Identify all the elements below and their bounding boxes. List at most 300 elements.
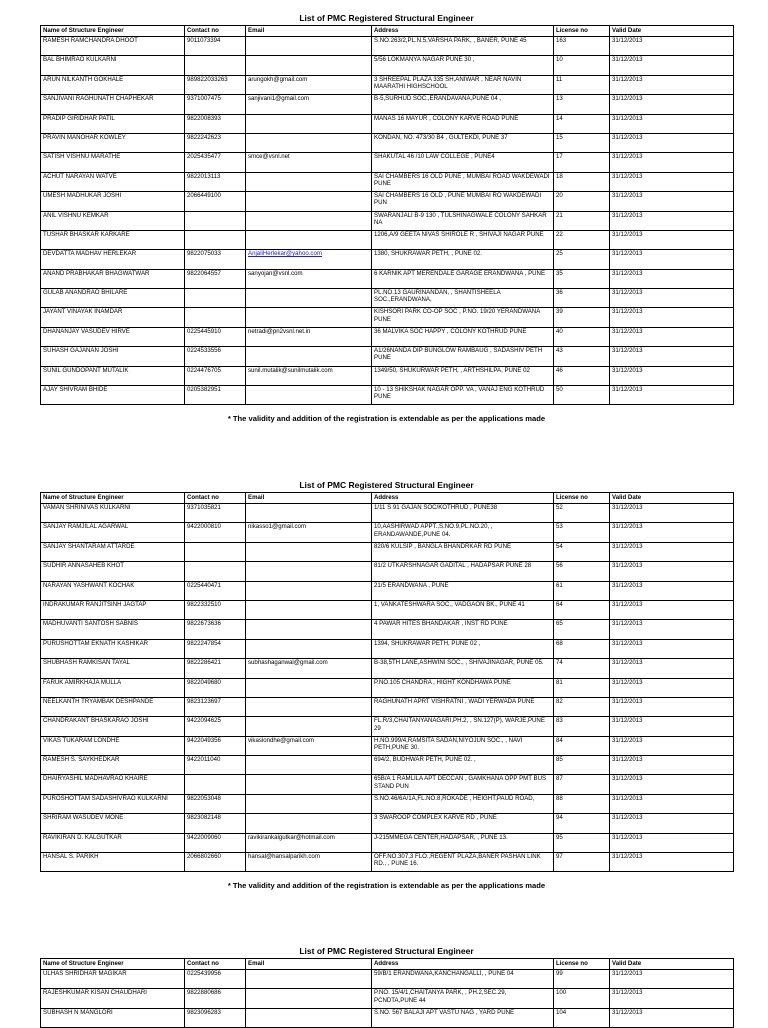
contact-number: 9822008393	[185, 114, 246, 133]
valid-date: 31/12/2013	[610, 114, 734, 133]
license-number: 14	[554, 114, 610, 133]
address: 10 - 13 SHIKSHAK NAGAR OPP. VA , VANAJ ENG KOTHRUD PUNE	[372, 386, 554, 405]
table-row	[41, 1008, 734, 1027]
address: 6 KARNIK APT MERENDALE GARAGE ERANDWANA , PUNE	[372, 269, 554, 288]
valid-date: 31/12/2013	[610, 1008, 734, 1027]
license-number: 82	[554, 697, 610, 716]
contact-number: 9822673636	[185, 620, 246, 639]
address: S.NO.263/2,PL.N.5,VARSHA PARK, , BANER, PUNE 45	[372, 37, 554, 56]
contact-number: 9822332510	[185, 600, 246, 619]
address: S.NO.46/6A/1A,FL.NO.8,ROKADE , HEIGHT,PAUD ROAD,	[372, 794, 554, 813]
section-1	[40, 12, 733, 425]
email-address	[246, 562, 372, 581]
license-number: 39	[554, 308, 610, 327]
column-header-name: Name of Structure Engineer	[41, 959, 185, 970]
license-number: 25	[554, 250, 610, 269]
license-number: 18	[554, 172, 610, 191]
address: FL.R/3,CHAITANYANAGARI,PH.2, , SN.127(P), WARJE,PUNE 29	[372, 717, 554, 736]
page-title: List of PMC Registered Structural Engineer	[299, 480, 474, 490]
address: 1206,A/9 GEETA NIVAS SHIROLE R , SHIVAJI NAGAR PUNE	[372, 230, 554, 249]
table-header	[41, 26, 734, 37]
table-row	[41, 211, 734, 230]
valid-date: 31/12/2013	[610, 95, 734, 114]
address: KISHSORI PARK CO-OP SOC , P.NO. 19/20 YERANDWANA PUNE	[372, 308, 554, 327]
contact-number: 0225440471	[185, 581, 246, 600]
contact-number: 9823082148	[185, 814, 246, 833]
engineer-name: GULAB ANANDRAO BHILARE	[41, 289, 185, 308]
table-row	[41, 289, 734, 308]
contact-number	[185, 542, 246, 561]
page-title: List of PMC Registered Structural Engineer	[299, 13, 474, 23]
column-header-address: Address	[372, 493, 554, 504]
valid-date: 31/12/2013	[610, 327, 734, 346]
license-number: 53	[554, 523, 610, 542]
valid-date: 31/12/2013	[610, 56, 734, 75]
license-number: 46	[554, 366, 610, 385]
engineer-name: VAMAN SHRINIVAS KULKARNI	[41, 504, 185, 523]
address: J-215MMEGA CENTER,HADAPSAR, , PUNE 13.	[372, 833, 554, 852]
email-address	[246, 211, 372, 230]
address: KONDAN, NO. 473/30 B4 , GULTEKDI, PUNE 37	[372, 133, 554, 152]
address: 4 PAWAR HITES BHANDAKAR , INST RD PUNE	[372, 620, 554, 639]
address: 59/B/1 ERANDWANA,KANCHANGALLI, , PUNE 04	[372, 970, 554, 989]
engineer-name: ACHUT NARAYAN WATVE	[41, 172, 185, 191]
valid-date: 31/12/2013	[610, 153, 734, 172]
license-number: 22	[554, 230, 610, 249]
email-address	[246, 1008, 372, 1027]
column-header-contact: Contact no	[185, 959, 246, 970]
valid-date: 31/12/2013	[610, 756, 734, 775]
engineer-name: PUROSHOTTAM SADASHIVRAO KULKARNI	[41, 794, 185, 813]
engineer-name: BAL BHIMRAO KULKARNI	[41, 56, 185, 75]
valid-date: 31/12/2013	[610, 37, 734, 56]
engineer-name: FARUK AMIRKHAJA MULLA	[41, 678, 185, 697]
address: 5/56 LOKMANYA NAGAR PUNE 30 ,	[372, 56, 554, 75]
table-row	[41, 504, 734, 523]
license-number: 74	[554, 659, 610, 678]
valid-date: 31/12/2013	[610, 347, 734, 366]
license-number: 11	[554, 75, 610, 94]
table-row	[41, 75, 734, 94]
engineer-name: RAMESH RAMCHANDRA DHOOT	[41, 37, 185, 56]
engineer-name: INDRAKUMAR RANJITSINH JAGTAP	[41, 600, 185, 619]
engineer-name: DHAIRYASHIL MADHAVRAO KHAIRE	[41, 775, 185, 794]
email-address: sanjivani1@gmail.com	[246, 95, 372, 114]
contact-number: 9822286421	[185, 659, 246, 678]
address: 1380, SHUKRAWAR PETH, , PUNE 02.	[372, 250, 554, 269]
engineer-name: NARAYAN YASHWANT KOCHAK	[41, 581, 185, 600]
table-row	[41, 970, 734, 989]
contact-number: 989822033263	[185, 75, 246, 94]
valid-date: 31/12/2013	[610, 678, 734, 697]
valid-date: 31/12/2013	[610, 794, 734, 813]
valid-date: 31/12/2013	[610, 600, 734, 619]
table-row	[41, 697, 734, 716]
email-address	[246, 192, 372, 211]
email-address	[246, 347, 372, 366]
contact-number	[185, 308, 246, 327]
column-header-email: Email	[246, 959, 372, 970]
email-address: netradi@pn2vsnl.net.in	[246, 327, 372, 346]
engineer-name: JAYANT VINAYAK INAMDAR	[41, 308, 185, 327]
email-address	[246, 970, 372, 989]
table-row	[41, 95, 734, 114]
contact-number: 9371007475	[185, 95, 246, 114]
email-address	[246, 133, 372, 152]
column-header-name: Name of Structure Engineer	[41, 493, 185, 504]
table-header	[41, 493, 734, 504]
email-address	[246, 37, 372, 56]
contact-number	[185, 289, 246, 308]
table-row	[41, 853, 734, 872]
table-row	[41, 153, 734, 172]
license-number: 15	[554, 133, 610, 152]
address: P.NO. 15/4/1,CHAITANYA PARK, , PH.2,SEC.29, PCNDTA,PUNE 44	[372, 989, 554, 1008]
valid-date: 31/12/2013	[610, 989, 734, 1008]
address: 10,AASHIRWAD APPT.,S.NO.9,PL.NO.20, , ERANDAWANDE,PUNE 04.	[372, 523, 554, 542]
contact-number	[185, 562, 246, 581]
column-header-email: Email	[246, 26, 372, 37]
email-address	[246, 172, 372, 191]
email-address	[246, 697, 372, 716]
address: 694/2, BUDHWAR PETH, PUNE 02. ,	[372, 756, 554, 775]
validity-note: * The validity and addition of the registration is extendable as per the applications made	[227, 881, 546, 891]
address: H.NO.999/4,RAMSITA SADAN,NIYOJUN SOC., , NAVI PETH,PUNE 30.	[372, 736, 554, 755]
address: 820/6 KULSIP , BANGLA BHANDRKAR RD PUNE	[372, 542, 554, 561]
email-address	[246, 756, 372, 775]
valid-date: 31/12/2013	[610, 75, 734, 94]
contact-number: 9822247854	[185, 639, 246, 658]
license-number: 99	[554, 970, 610, 989]
table-row	[41, 366, 734, 385]
table-row	[41, 269, 734, 288]
engineer-name: TUSHAR BHASKAR KARKARE	[41, 230, 185, 249]
license-number: 81	[554, 678, 610, 697]
email-address	[246, 581, 372, 600]
email-address	[246, 717, 372, 736]
email-address: vikaslondhe@gmail.com	[246, 736, 372, 755]
address: 3 SWAROOP COMPLEX KARVE RD , PUNE	[372, 814, 554, 833]
address: OFF.NO.307,3 FLO.,REGENT PLAZA,BANER PASHAN LINK RD., , PUNE 16.	[372, 853, 554, 872]
engineer-name: ARUN NILKANTH GOKHALE	[41, 75, 185, 94]
email-address	[246, 639, 372, 658]
engineer-name: SUDHIR ANNASAHEB KHOT	[41, 562, 185, 581]
engineer-table	[40, 25, 734, 405]
table-row	[41, 37, 734, 56]
license-number: 97	[554, 853, 610, 872]
table-row	[41, 600, 734, 619]
contact-number: 9822880686	[185, 989, 246, 1008]
address: SAI CHAMBERS 16 OLD PUNE , MUMBAI ROAD WAKDEWADI PUNE	[372, 172, 554, 191]
contact-number: 9422094625	[185, 717, 246, 736]
engineer-name: PRAVIN MANOHAR KOWLEY	[41, 133, 185, 152]
contact-number: 9822013113	[185, 172, 246, 191]
license-number: 13	[554, 95, 610, 114]
valid-date: 31/12/2013	[610, 230, 734, 249]
valid-date: 31/12/2013	[610, 814, 734, 833]
license-number: 56	[554, 562, 610, 581]
email-address	[246, 989, 372, 1008]
license-number: 88	[554, 794, 610, 813]
engineer-name: SHRIRAM WASUDEV MONE	[41, 814, 185, 833]
page-title: List of PMC Registered Structural Engineer	[299, 946, 474, 956]
email-address	[246, 678, 372, 697]
valid-date: 31/12/2013	[610, 717, 734, 736]
contact-number: 9822053048	[185, 794, 246, 813]
contact-number: 0205382951	[185, 386, 246, 405]
valid-date: 31/12/2013	[610, 192, 734, 211]
email-address	[246, 775, 372, 794]
address: 21/5 ERANDWANA , PUNE	[372, 581, 554, 600]
license-number: 83	[554, 717, 610, 736]
table-row	[41, 56, 734, 75]
table-row	[41, 250, 734, 269]
valid-date: 31/12/2013	[610, 172, 734, 191]
contact-number: 9371035821	[185, 504, 246, 523]
contact-number: 0225439956	[185, 970, 246, 989]
valid-date: 31/12/2013	[610, 970, 734, 989]
table-row	[41, 736, 734, 755]
table-row	[41, 230, 734, 249]
contact-number: 0224476705	[185, 366, 246, 385]
valid-date: 31/12/2013	[610, 366, 734, 385]
section-3	[40, 945, 733, 1028]
contact-number: 9422009060	[185, 833, 246, 852]
address: S.NO. 567 BALAJI APT VASTU NAG , YARD PUNE	[372, 1008, 554, 1027]
license-number: 94	[554, 814, 610, 833]
engineer-name: SUBHASH N MANGLORI	[41, 1008, 185, 1027]
license-number: 54	[554, 542, 610, 561]
email-address	[246, 620, 372, 639]
license-number: 163	[554, 37, 610, 56]
valid-date: 31/12/2013	[610, 133, 734, 152]
column-header-valid-date: Valid Date	[610, 493, 734, 504]
license-number: 17	[554, 153, 610, 172]
engineer-name: ANAND PRABHAKAR BHAGWATWAR	[41, 269, 185, 288]
address: 81/2 UTKARSHNAGAR GADITAL , HADAPSAR PUNE 28	[372, 562, 554, 581]
contact-number: 9823096283	[185, 1008, 246, 1027]
license-number: 100	[554, 989, 610, 1008]
table-row	[41, 620, 734, 639]
address: B-5,SURHUD SOC.,ERANDAVANA,PUNE 04 ,	[372, 95, 554, 114]
contact-number: 9011073394	[185, 37, 246, 56]
email-address: smce@vsnl.net	[246, 153, 372, 172]
address: 1, VANKATESHWARA SOC., VADGAON BK., PUNE 41	[372, 600, 554, 619]
column-header-license: License no	[554, 959, 610, 970]
engineer-name: AJAY SHIVRAM BHIDE	[41, 386, 185, 405]
contact-number: 9422000810	[185, 523, 246, 542]
address: 1/11 S 91 GAJAN SOC/KOTHRUD , PUNE38	[372, 504, 554, 523]
license-number: 10	[554, 56, 610, 75]
engineer-name: RAVIKIRAN D. KALGUTKAR	[41, 833, 185, 852]
contact-number: 9823123697	[185, 697, 246, 716]
address: MANAS 16 MAYUR , COLONY KARVE ROAD PUNE	[372, 114, 554, 133]
address: SHAKUTAL 46 /10 LAW COLLEGE , PUNE4	[372, 153, 554, 172]
valid-date: 31/12/2013	[610, 853, 734, 872]
engineer-name: RAMESH S. SAYKHEDKAR	[41, 756, 185, 775]
engineer-name: PURUSHOTTAM EKNATH KASHIKAR	[41, 639, 185, 658]
engineer-name: DHANANJAY VASUDEV HIRVE	[41, 327, 185, 346]
table-row	[41, 678, 734, 697]
column-header-valid-date: Valid Date	[610, 26, 734, 37]
column-header-email: Email	[246, 493, 372, 504]
valid-date: 31/12/2013	[610, 542, 734, 561]
engineer-name: PRADIP GIRIDHAR PATIL	[41, 114, 185, 133]
table-row	[41, 133, 734, 152]
email-address	[246, 794, 372, 813]
address: 65B/A 1 RAMLILA APT DECCAN , GAMKHANA OPP PMT BUS STAND PUN	[372, 775, 554, 794]
address: 1349/50, SHUKURWAR PETH, , ARTHSHILPA, PUNE 02	[372, 366, 554, 385]
engineer-name: SANJAY SHANTARAM ATTARDE	[41, 542, 185, 561]
engineer-name: HANSAL S. PARIKH	[41, 853, 185, 872]
table-row	[41, 639, 734, 658]
engineer-name: ULHAS SHRIDHAR MAGIKAR	[41, 970, 185, 989]
license-number: 50	[554, 386, 610, 405]
license-number: 65	[554, 620, 610, 639]
valid-date: 31/12/2013	[610, 562, 734, 581]
column-header-license: License no	[554, 493, 610, 504]
valid-date: 31/12/2013	[610, 211, 734, 230]
engineer-name: SHUBHASH RAMKISAN TAYAL	[41, 659, 185, 678]
table-row	[41, 717, 734, 736]
email-address: sunil.mutalik@sunilmutalik.com	[246, 366, 372, 385]
contact-number: 9822049680	[185, 678, 246, 697]
table-row	[41, 775, 734, 794]
valid-date: 31/12/2013	[610, 581, 734, 600]
section-2	[40, 479, 733, 892]
address: SAI CHAMBERS 16 OLD , PUNE MUMBAI RO WAKDEWADI PUN	[372, 192, 554, 211]
table-row	[41, 192, 734, 211]
email-address	[246, 114, 372, 133]
license-number: 95	[554, 833, 610, 852]
engineer-name: SUHASH GAJANAN JOSHI	[41, 347, 185, 366]
contact-number: 0225445910	[185, 327, 246, 346]
column-header-name: Name of Structure Engineer	[41, 26, 185, 37]
column-header-license: License no	[554, 26, 610, 37]
email-address: subhashaganwal@gmail.com	[246, 659, 372, 678]
valid-date: 31/12/2013	[610, 269, 734, 288]
license-number: 84	[554, 736, 610, 755]
license-number: 20	[554, 192, 610, 211]
valid-date: 31/12/2013	[610, 659, 734, 678]
email-address: nikasso1@gmail.com	[246, 523, 372, 542]
email-address: hansal@hansalparikh.com	[246, 853, 372, 872]
engineer-name: RAJESHKUMAR KISAN CHAUDHARI	[41, 989, 185, 1008]
table-row	[41, 523, 734, 542]
email-address	[246, 56, 372, 75]
validity-note: * The validity and addition of the registration is extendable as per the applications made	[227, 414, 546, 424]
contact-number	[185, 211, 246, 230]
license-number: 61	[554, 581, 610, 600]
email-address	[246, 600, 372, 619]
engineer-name: SUNIL GUNDOPANT MUTALIK	[41, 366, 185, 385]
contact-number	[185, 230, 246, 249]
table-row	[41, 562, 734, 581]
table-header	[41, 959, 734, 970]
contact-number	[185, 775, 246, 794]
engineer-name: UMESH MADHUKAR JOSHI	[41, 192, 185, 211]
table-row	[41, 386, 734, 405]
license-number: 104	[554, 1008, 610, 1027]
license-number: 35	[554, 269, 610, 288]
contact-number: 9422049356	[185, 736, 246, 755]
valid-date: 31/12/2013	[610, 620, 734, 639]
valid-date: 31/12/2013	[610, 736, 734, 755]
license-number: 21	[554, 211, 610, 230]
valid-date: 31/12/2013	[610, 775, 734, 794]
engineer-name: ANIL VISHNU KEMKAR	[41, 211, 185, 230]
table-row	[41, 172, 734, 191]
contact-number: 2025435477	[185, 153, 246, 172]
column-header-contact: Contact no	[185, 493, 246, 504]
table-row	[41, 347, 734, 366]
contact-number: 2066802660	[185, 853, 246, 872]
valid-date: 31/12/2013	[610, 504, 734, 523]
address: P.NO.105 CHANDRA , HIGHT KONDHAWA PUNE	[372, 678, 554, 697]
email-address	[246, 542, 372, 561]
engineer-name: SANJAY RAMJILAL AGARWAL	[41, 523, 185, 542]
table-row	[41, 833, 734, 852]
table-row	[41, 659, 734, 678]
valid-date: 31/12/2013	[610, 697, 734, 716]
table-row	[41, 114, 734, 133]
contact-number: 9422011040	[185, 756, 246, 775]
license-number: 36	[554, 289, 610, 308]
contact-number: 0224533556	[185, 347, 246, 366]
table-row	[41, 794, 734, 813]
email-address	[246, 504, 372, 523]
table-row	[41, 308, 734, 327]
column-header-valid-date: Valid Date	[610, 959, 734, 970]
table-row	[41, 756, 734, 775]
valid-date: 31/12/2013	[610, 386, 734, 405]
email-address	[246, 386, 372, 405]
engineer-name: VIKAS TUKARAM LONDHE	[41, 736, 185, 755]
column-header-contact: Contact no	[185, 26, 246, 37]
license-number: 87	[554, 775, 610, 794]
table-row	[41, 542, 734, 561]
email-address: sanyojan@vsnl.com	[246, 269, 372, 288]
valid-date: 31/12/2013	[610, 289, 734, 308]
valid-date: 31/12/2013	[610, 833, 734, 852]
address: A1/26NANDA DIP BUNGLOW RAMBAUG , SADASHIV PETH PUNE	[372, 347, 554, 366]
engineer-table	[40, 958, 734, 1028]
engineer-name: SATISH VISHNU MARATHE	[41, 153, 185, 172]
license-number: 40	[554, 327, 610, 346]
email-link[interactable]: AnjaliHerlekar@yahoo.com	[248, 250, 322, 258]
email-address: arungokh@gmail.com	[246, 75, 372, 94]
address: 3 SHREEPAL PLAZA 335 SH,ANIWAR , NEAR NAVIN MAARATHI HIGHSCHOOL	[372, 75, 554, 94]
valid-date: 31/12/2013	[610, 308, 734, 327]
valid-date: 31/12/2013	[610, 523, 734, 542]
email-address	[246, 230, 372, 249]
table-row	[41, 989, 734, 1008]
address: RAGHUNATH APRT VISHRATNI , WADI YERWADA PUNE	[372, 697, 554, 716]
email-address: ravikirankalgutkar@hotmail.com	[246, 833, 372, 852]
column-header-address: Address	[372, 26, 554, 37]
contact-number: 9822242623	[185, 133, 246, 152]
valid-date: 31/12/2013	[610, 639, 734, 658]
license-number: 85	[554, 756, 610, 775]
engineer-name: SANJIVANI RAGHUNATH CHAPHEKAR	[41, 95, 185, 114]
engineer-name: NEELKANTH TRYAMBAK DESHPANDE	[41, 697, 185, 716]
license-number: 68	[554, 639, 610, 658]
contact-number: 9822075033	[185, 250, 246, 269]
license-number: 43	[554, 347, 610, 366]
engineer-name: MADHUVANTI SANTOSH SABNIS	[41, 620, 185, 639]
engineer-name: CHANDRAKANT BHASKARAO JOSHI	[41, 717, 185, 736]
address: 36 MALVIKA SOC HAPPY , COLONY KOTHRUD PUNE	[372, 327, 554, 346]
